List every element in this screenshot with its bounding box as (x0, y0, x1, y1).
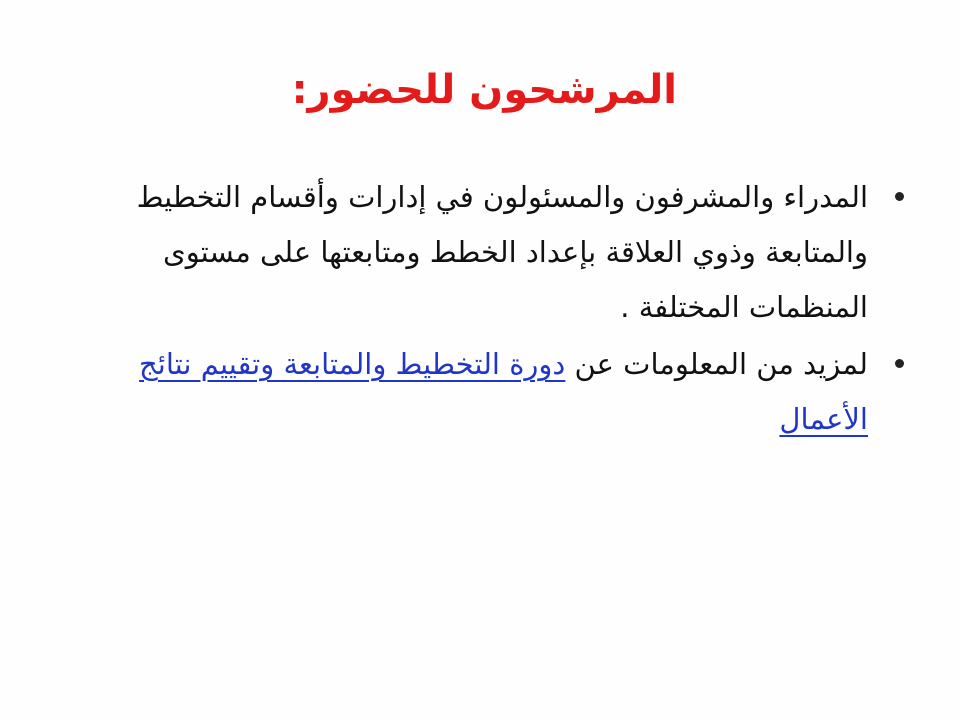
course-link[interactable]: دورة التخطيط والمتابعة وتقييم نتائج الأعمال (139, 347, 868, 436)
bullet-prefix-text: لمزيد من المعلومات عن (565, 347, 868, 381)
bullet-item-more-info (70, 337, 910, 447)
bullet-list (70, 170, 910, 449)
slide-title: المرشحون للحضور: (291, 67, 677, 113)
bullet-text: المدراء والمشرفون والمسئولون في إدارات وأقسام التخطيط والمتابعة وذوي العلاقة بإعداد الخطط ومتابعتها على مستوى المنظمات المختلفة . (136, 180, 868, 324)
bullet-dot-icon (895, 359, 904, 368)
bullet-dot-icon (895, 192, 904, 201)
bullet-item-candidates (70, 170, 910, 335)
